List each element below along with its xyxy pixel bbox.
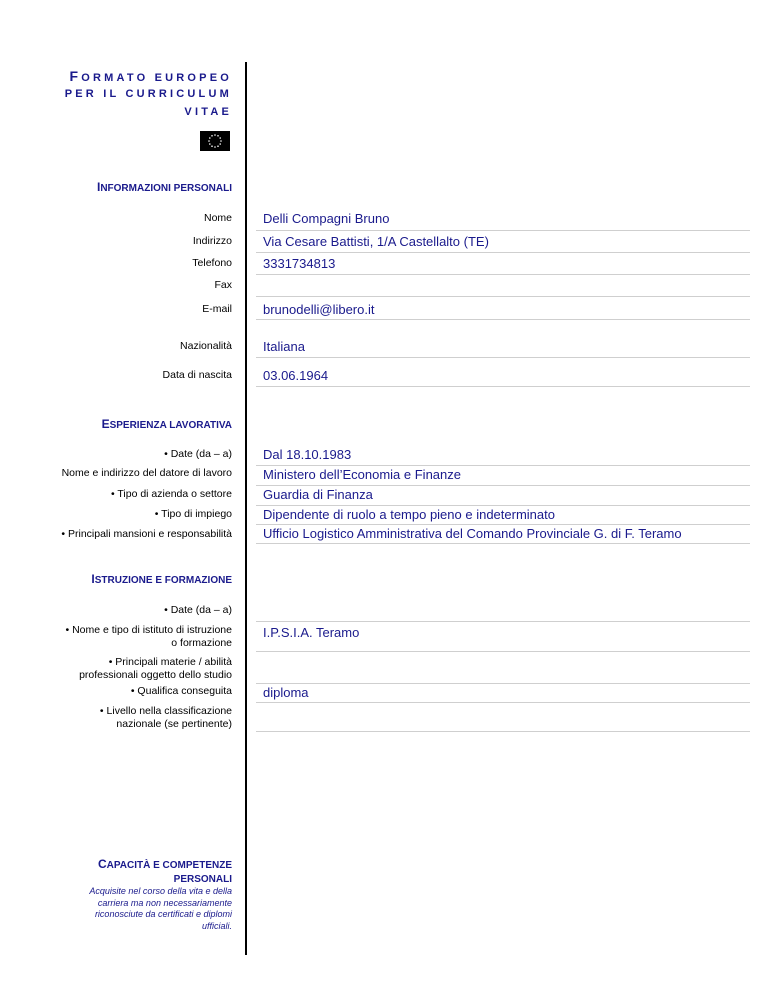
label-institute-line2: o formazione [171,637,232,649]
section-title-personal: INFORMAZIONI PERSONALI [96,180,232,194]
skills-note-line1: Acquisite nel corso della vita e della [89,886,232,896]
label-subjects-line1: • Principali materie / abilità [108,656,232,668]
row-divider [256,621,750,622]
label-fax: Fax [214,279,232,291]
row-divider [256,252,750,253]
cv-header-line1: FORMATO EUROPEO [69,68,232,84]
label-indirizzo: Indirizzo [192,235,232,247]
label-email: E-mail [202,303,232,315]
label-job-type: • Tipo di impiego [154,508,232,520]
label-level-line1: • Livello nella classificazione [99,705,232,717]
label-employer: Nome e indirizzo del datore di lavoro [61,467,232,479]
skills-note-line4: ufficiali. [201,920,232,931]
value-sector: Guardia di Finanza [263,487,373,502]
value-nazionalita: Italiana [263,339,305,354]
section-title-skills-line2: PERSONALI [173,874,232,885]
row-divider [256,505,750,506]
row-divider [256,319,750,320]
label-data-nascita: Data di nascita [162,369,232,381]
row-divider [256,296,750,297]
row-divider [256,465,750,466]
section-title-education: ISTRUZIONE E FORMAZIONE [91,572,232,586]
section-title-skills: CAPACITÀ E COMPETENZE [97,857,232,871]
label-level-line2: nazionale (se pertinente) [116,718,232,730]
row-divider [256,357,750,358]
section-title-work: ESPERIENZA LAVORATIVA [101,417,232,431]
label-nazionalita: Nazionalità [180,340,232,352]
row-divider [256,274,750,275]
skills-note [89,886,232,932]
value-work-date: Dal 18.10.1983 [263,447,352,462]
value-data-nascita: 03.06.1964 [263,368,329,383]
row-divider [256,702,750,703]
value-qualification: diploma [263,685,309,700]
skills-note-line2: carriera ma non necessariamente [97,897,232,908]
label-qualification: • Qualifica conseguita [130,685,232,697]
row-divider [256,230,750,231]
value-telefono: 3331734813 [263,256,336,271]
row-divider [256,485,750,486]
label-subjects-line2: professionali oggetto dello studio [79,669,232,681]
row-divider [256,731,750,732]
skills-note-line3: riconosciute da certificati e diplomi [94,909,232,919]
label-subjects [79,656,232,682]
row-divider [256,543,750,544]
value-indirizzo: Via Cesare Battisti, 1/A Castellalto (TE) [263,234,489,249]
cv-header-line2: PER IL CURRICULUM [64,88,232,100]
label-institute-line1: • Nome e tipo di istituto di istruzione [65,624,232,636]
row-divider [256,683,750,684]
value-email: brunodelli@libero.it [263,302,375,317]
label-telefono: Telefono [192,257,232,269]
value-duties: Ufficio Logistico Amministrativa del Comando Provinciale G. di F. Teramo [263,526,682,541]
value-job-type: Dipendente di ruolo a tempo pieno e indeterminato [263,507,555,522]
row-divider [256,524,750,525]
eu-flag-icon [200,131,230,151]
value-institute: I.P.S.I.A. Teramo [263,625,360,640]
value-nome: Delli Compagni Bruno [263,211,390,226]
label-institute [65,624,232,650]
label-duties: • Principali mansioni e responsabilità [61,528,232,540]
label-sector: • Tipo di azienda o settore [110,488,232,500]
row-divider [256,651,750,652]
column-divider [245,62,247,955]
label-nome: Nome [203,212,232,224]
cv-header-line3: VITAE [184,106,232,118]
value-employer: Ministero dell’Economia e Finanze [263,467,461,482]
label-level [100,705,232,731]
label-work-date: • Date (da – a) [164,448,232,460]
row-divider [256,386,750,387]
label-edu-date: • Date (da – a) [164,604,232,616]
